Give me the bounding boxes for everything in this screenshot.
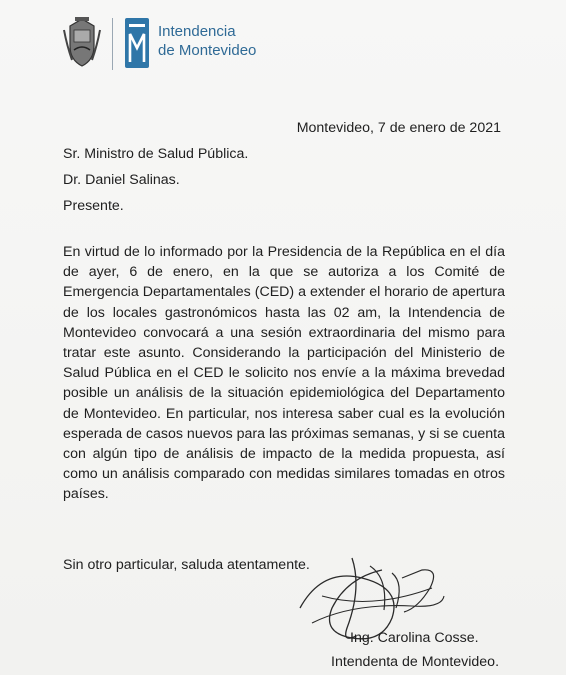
signer-name: Ing. Carolina Cosse. xyxy=(350,630,479,646)
recipient-name: Dr. Daniel Salinas. xyxy=(63,172,180,188)
signer-title: Intendenta de Montevideo. xyxy=(331,654,500,670)
letter-date: Montevideo, 7 de enero de 2021 xyxy=(296,120,501,136)
header-divider xyxy=(112,18,113,70)
letter-body: En virtud de lo informado por la Presidencia de la República en el día de ayer, 6 de enero, en la que se autoriza a los Comité de Emergencia Departamentales (CED) a extender el horario de apertura de los locales gastronómicos hasta las 02 am, la Intendencia de Montevideo convocará a una sesión extraordinaria del mismo para tratar este asunto. Considerando la participación del Ministerio de Salud Pública en el CED le solicito nos envíe a la máxima brevedad posible un análisis de la situación epidemiológica del Departamento de Montevideo. En particular, nos interesa saber cual es la evolución esperada de casos nuevos para las próximas semanas, y si se cuenta con algún tipo de análisis de impacto de la medida propuesta, así como un análisis comparado con medidas similares tomadas en otros países. xyxy=(63,244,505,503)
coat-of-arms-icon xyxy=(62,16,102,68)
organization-name xyxy=(158,22,256,60)
salutation: Presente. xyxy=(63,198,124,214)
im-logo-icon xyxy=(125,18,149,68)
closing-line: Sin otro particular, saluda atentamente. xyxy=(63,557,310,573)
org-name-line1: Intendencia xyxy=(158,23,236,40)
recipient-title: Sr. Ministro de Salud Pública. xyxy=(63,146,249,162)
org-name-line2: de Montevideo xyxy=(158,42,257,59)
